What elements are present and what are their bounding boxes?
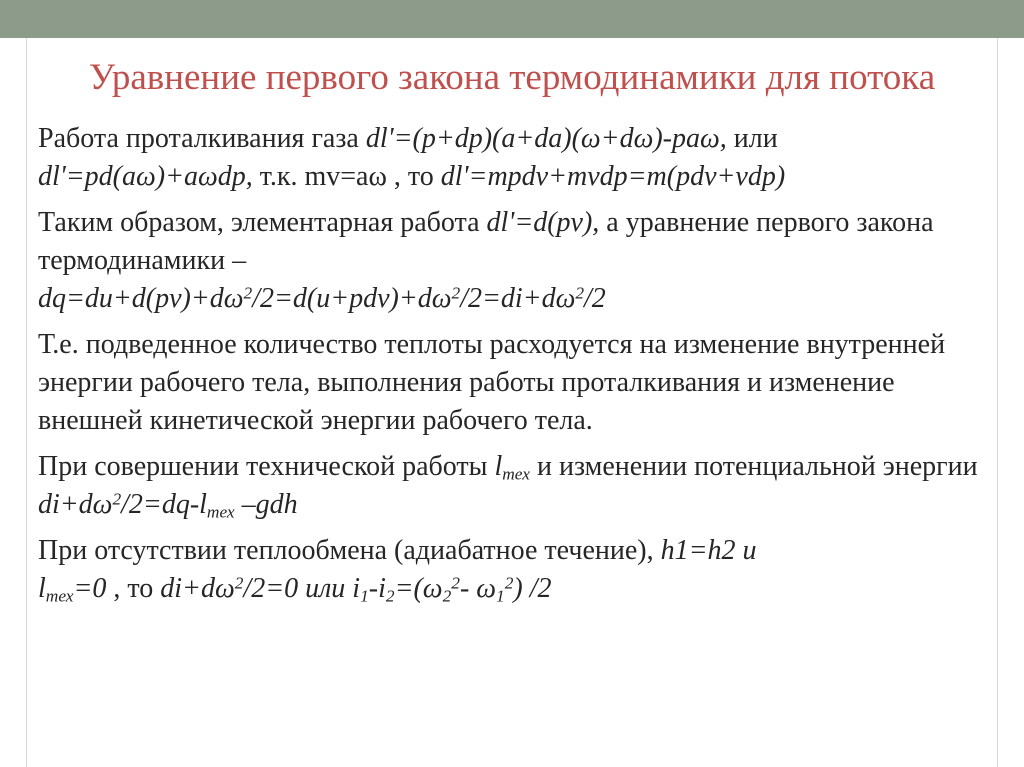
p4-sup-1: 2	[112, 489, 122, 509]
slide-content	[38, 120, 978, 616]
p1-formula-2: dl'=pd(aω)+aωdp,	[38, 161, 253, 192]
p1-text-c: т.к. mv=aω , то	[252, 161, 441, 192]
p5-sup-3: 2	[504, 573, 514, 593]
p4-sub-1: тех	[502, 464, 530, 484]
p5-l: l	[38, 573, 46, 604]
p2-f2-part-a: dq=du+d(pv)+dω	[38, 283, 244, 314]
p5-sub-4: 2	[442, 586, 452, 606]
paragraph-4	[38, 448, 978, 524]
p1-text-b: или	[726, 123, 778, 154]
p1-formula-3: dl'=mpdv+mvdp=m(pdv+vdp)	[440, 161, 786, 192]
p4-sub-2: тех	[206, 502, 235, 522]
p2-f2-part-d: /2	[584, 283, 606, 314]
p5-formula-2	[160, 573, 551, 604]
p5-l-tech	[38, 573, 106, 604]
paragraph-2	[38, 204, 978, 318]
p2-formula-1: dl'=d(pv),	[486, 207, 600, 238]
p5-f-part-5: -i	[368, 573, 386, 604]
p1-formula-1: dl'=(p+dp)(a+da)(ω+dω)-paω,	[365, 123, 727, 154]
p2-sup-1: 2	[243, 283, 253, 303]
p5-f-part-6: =(ω	[394, 573, 443, 604]
p5-f-part-8: ) /2	[513, 573, 552, 604]
p5-f-part-4: /2=0 или i	[243, 573, 361, 604]
p2-f2-part-b: /2=d(u+pdv)+dω	[252, 283, 452, 314]
p1-text-a: Работа проталкивания газа	[38, 123, 366, 154]
p2-formula-2	[38, 283, 606, 314]
p5-sub-2: 1	[360, 586, 369, 606]
p4-f-part-2: /2=dq-l	[121, 489, 207, 520]
paragraph-1	[38, 120, 978, 196]
p4-l-tech	[494, 451, 530, 482]
p5-f-part-3: di+dω	[160, 573, 235, 604]
p5-sub-1: тех	[45, 586, 74, 606]
p5-f-part-7: - ω	[459, 573, 497, 604]
p5-sup-1: 2	[234, 573, 244, 593]
p5-text-a: При отсутствии теплообмена (адиабатное течение),	[38, 535, 661, 566]
p4-f-part-1: di+dω	[38, 489, 113, 520]
p2-text-b: а уравнение первого закона термодинамики –	[38, 207, 934, 276]
p4-l: l	[494, 451, 503, 482]
top-bar	[0, 0, 1024, 38]
p2-sup-2: 2	[451, 283, 461, 303]
p5-f-part-2: =0	[73, 573, 107, 604]
p5-formula-1: h1=h2 и	[660, 535, 757, 566]
p2-sup-3: 2	[575, 283, 585, 303]
p4-f-part-3: –gdh	[234, 489, 298, 520]
paragraph-5	[38, 532, 978, 608]
p5-text-b: , то	[106, 573, 161, 604]
paragraph-3: Т.е. подведенное количество теплоты расходуется на изменение внутренней энергии рабочего тела, выполнения работы проталкивания и изменение внешней кинетической энергии рабочего тела.	[38, 329, 946, 436]
p4-formula	[38, 489, 298, 520]
p5-sup-2: 2	[451, 573, 460, 593]
p4-text-b: и изменении потенциальной энергии	[529, 451, 978, 482]
p4-text-a: При совершении технической работы	[38, 451, 495, 482]
p5-sub-3: 2	[385, 586, 395, 606]
p5-sub-5: 1	[496, 586, 505, 606]
p2-f2-part-c: /2=di+dω	[460, 283, 576, 314]
slide-title: Уравнение первого закона термодинамики для потока	[88, 57, 936, 98]
p2-text-a: Таким образом, элементарная работа	[38, 207, 487, 238]
